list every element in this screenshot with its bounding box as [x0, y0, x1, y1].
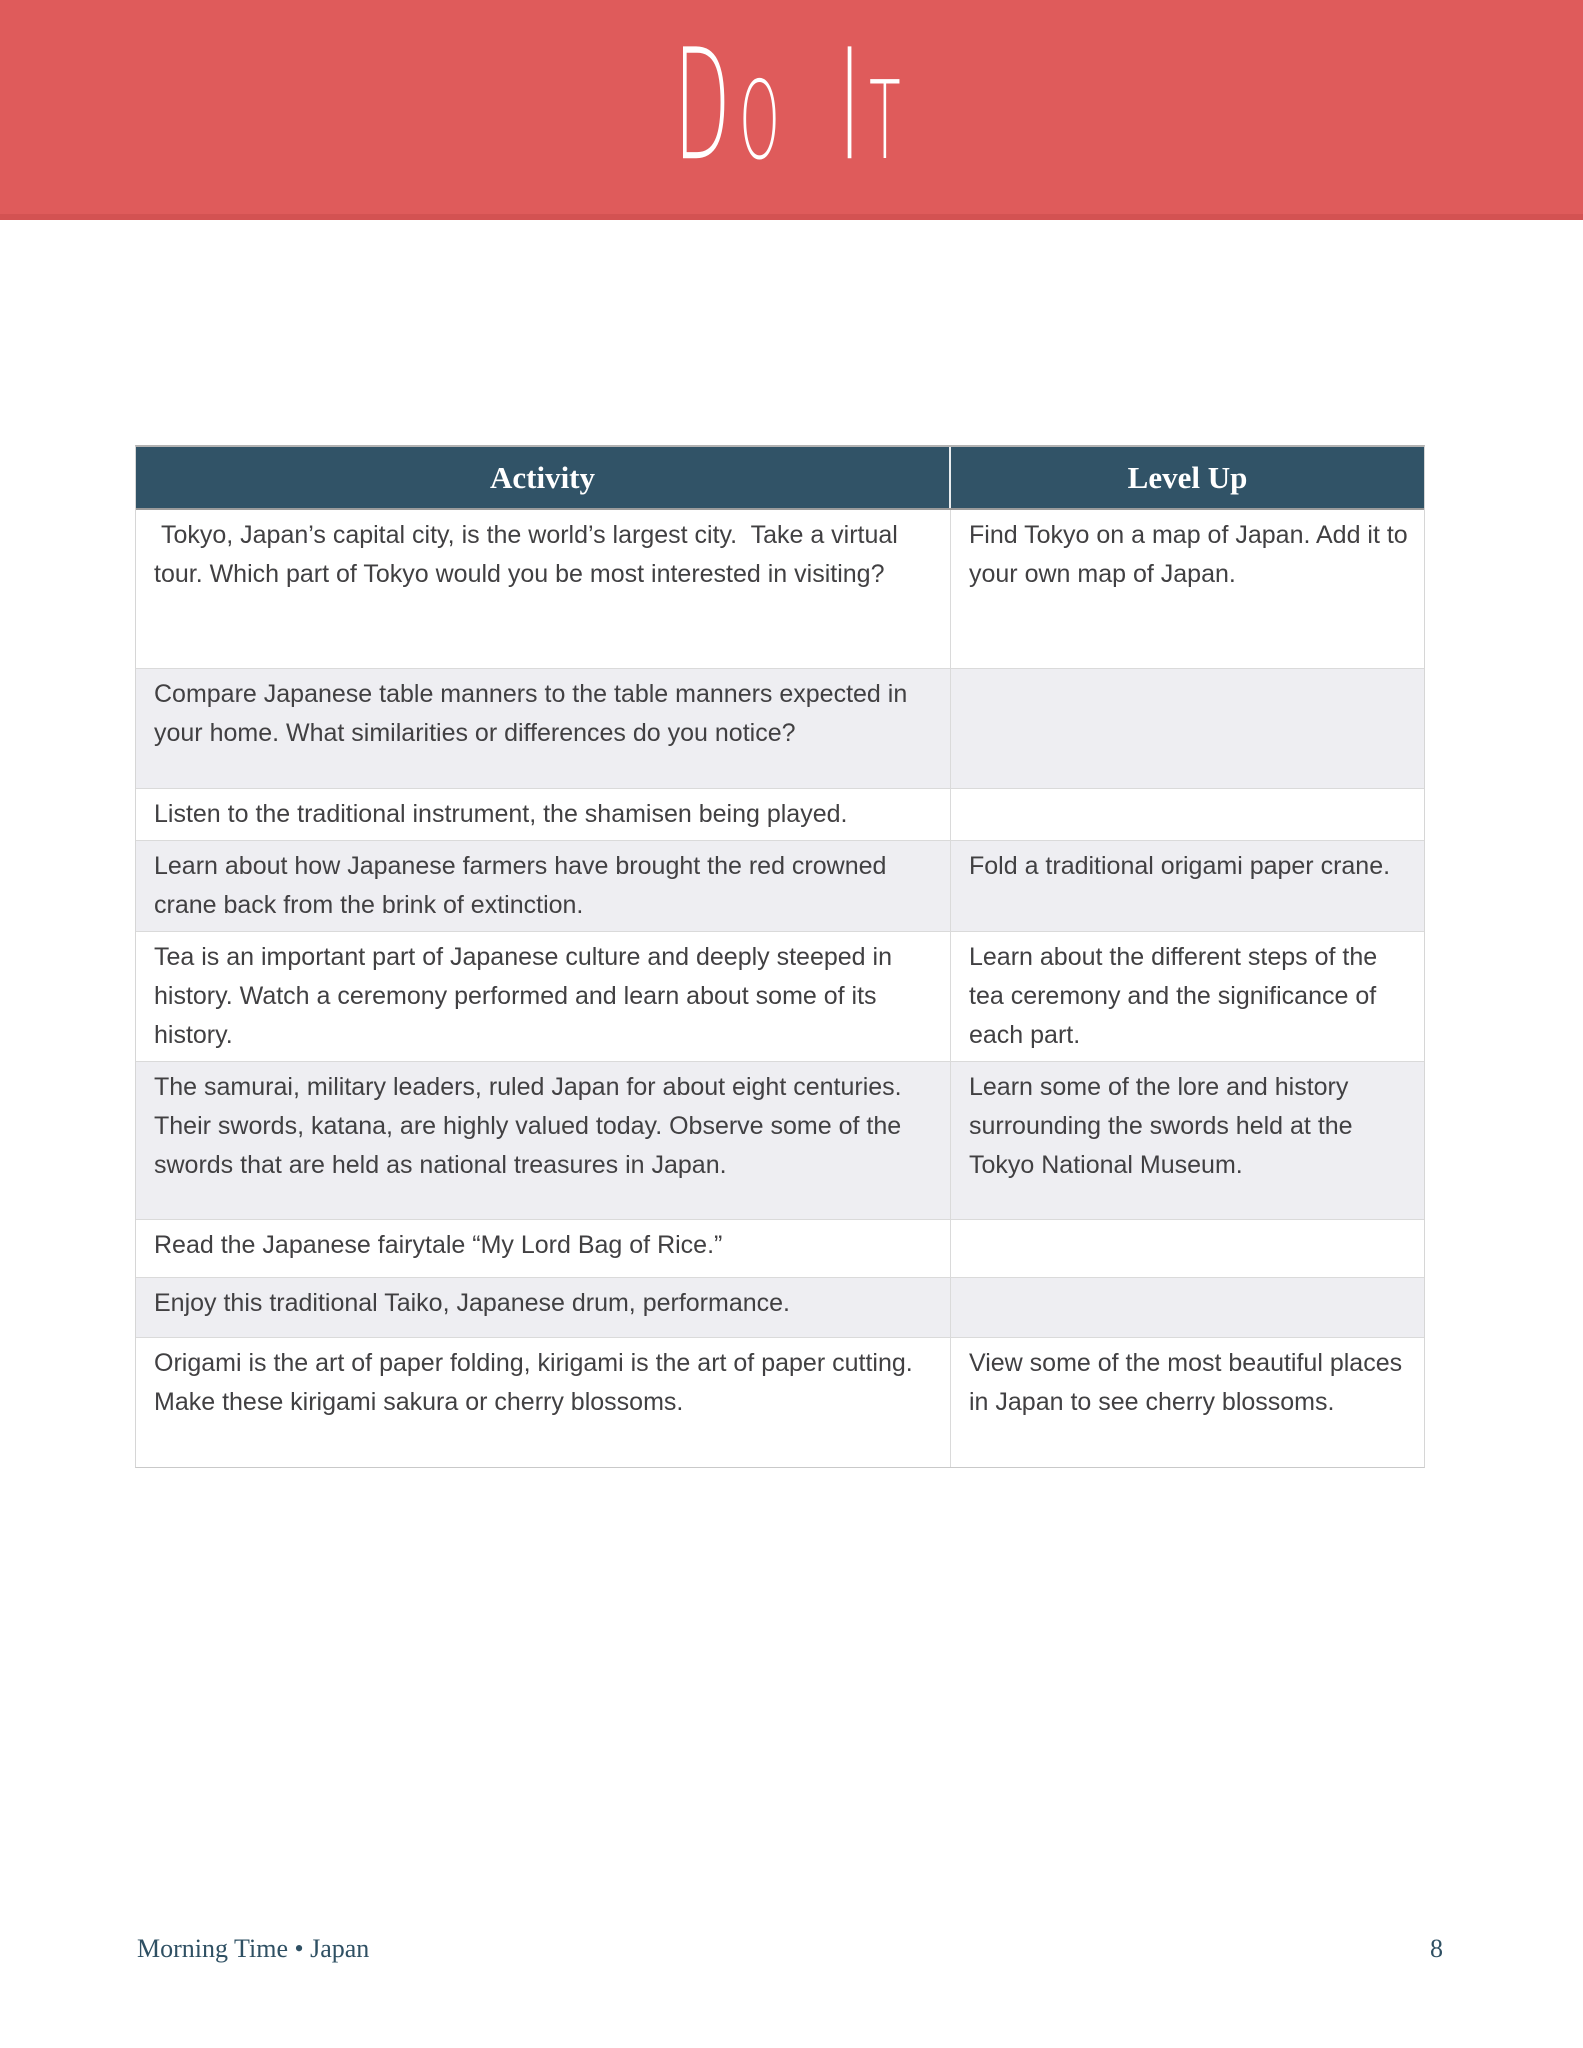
activity-cell: Origami is the art of paper folding, kirigami is the art of paper cutting. Make these kirigami sakura or cherry blossoms. [136, 1338, 951, 1467]
level-up-cell: Learn some of the lore and history surrounding the swords held at the Tokyo National Museum. [969, 1073, 1360, 1179]
table-row [136, 840, 1424, 931]
activity-cell: Tokyo, Japan’s capital city, is the world’s largest city. Take a virtual tour. Which part of Tokyo would you be most interested in visiting? [136, 510, 951, 668]
level-up-cell [951, 1220, 1424, 1277]
table-row [136, 668, 1424, 788]
column-header-level-up: Level Up [1127, 460, 1248, 495]
table-row [136, 1337, 1424, 1467]
activity-cell: The samurai, military leaders, ruled Japan for about eight centuries. Their swords, katana, are highly valued today. Observe some of the swords that are held as national treasures in Japan. [136, 1062, 951, 1219]
activity-cell: Learn about how Japanese farmers have brought the red crowned crane back from the brink of extinction. [136, 841, 951, 931]
table-header-row [136, 447, 1424, 510]
level-up-cell: Find Tokyo on a map of Japan. Add it to your own map of Japan. [969, 521, 1415, 588]
table-row [136, 1219, 1424, 1277]
column-header-activity: Activity [136, 447, 951, 508]
activity-cell: Compare Japanese table manners to the table manners expected in your home. What similarities or differences do you notice? [136, 669, 951, 788]
level-up-cell: Fold a traditional origami paper crane. [969, 852, 1391, 880]
table-row [136, 1061, 1424, 1219]
activity-cell: Tea is an important part of Japanese culture and deeply steeped in history. Watch a ceremony performed and learn about some of its history. [136, 932, 951, 1061]
activity-cell: Enjoy this traditional Taiko, Japanese drum, performance. [136, 1278, 951, 1337]
level-up-cell: Learn about the different steps of the tea ceremony and the significance of each part. [969, 943, 1385, 1049]
activity-table [135, 445, 1425, 1468]
level-up-cell [951, 669, 1424, 788]
level-up-cell: View some of the most beautiful places in Japan to see cherry blossoms. [969, 1349, 1410, 1416]
table-row [136, 1277, 1424, 1337]
level-up-cell [951, 1278, 1424, 1337]
table-row [136, 931, 1424, 1061]
page-banner [0, 0, 1583, 220]
table-row [136, 510, 1424, 668]
activity-cell: Read the Japanese fairytale “My Lord Bag of Rice.” [136, 1220, 951, 1277]
page-title: Do It [673, 15, 910, 195]
level-up-cell [951, 789, 1424, 840]
activity-cell: Listen to the traditional instrument, the shamisen being played. [136, 789, 951, 840]
page-footer [137, 1934, 1443, 1964]
table-row [136, 788, 1424, 840]
footer-booklet-title: Morning Time • Japan [137, 1934, 370, 1963]
footer-page-number: 8 [1430, 1934, 1443, 1963]
